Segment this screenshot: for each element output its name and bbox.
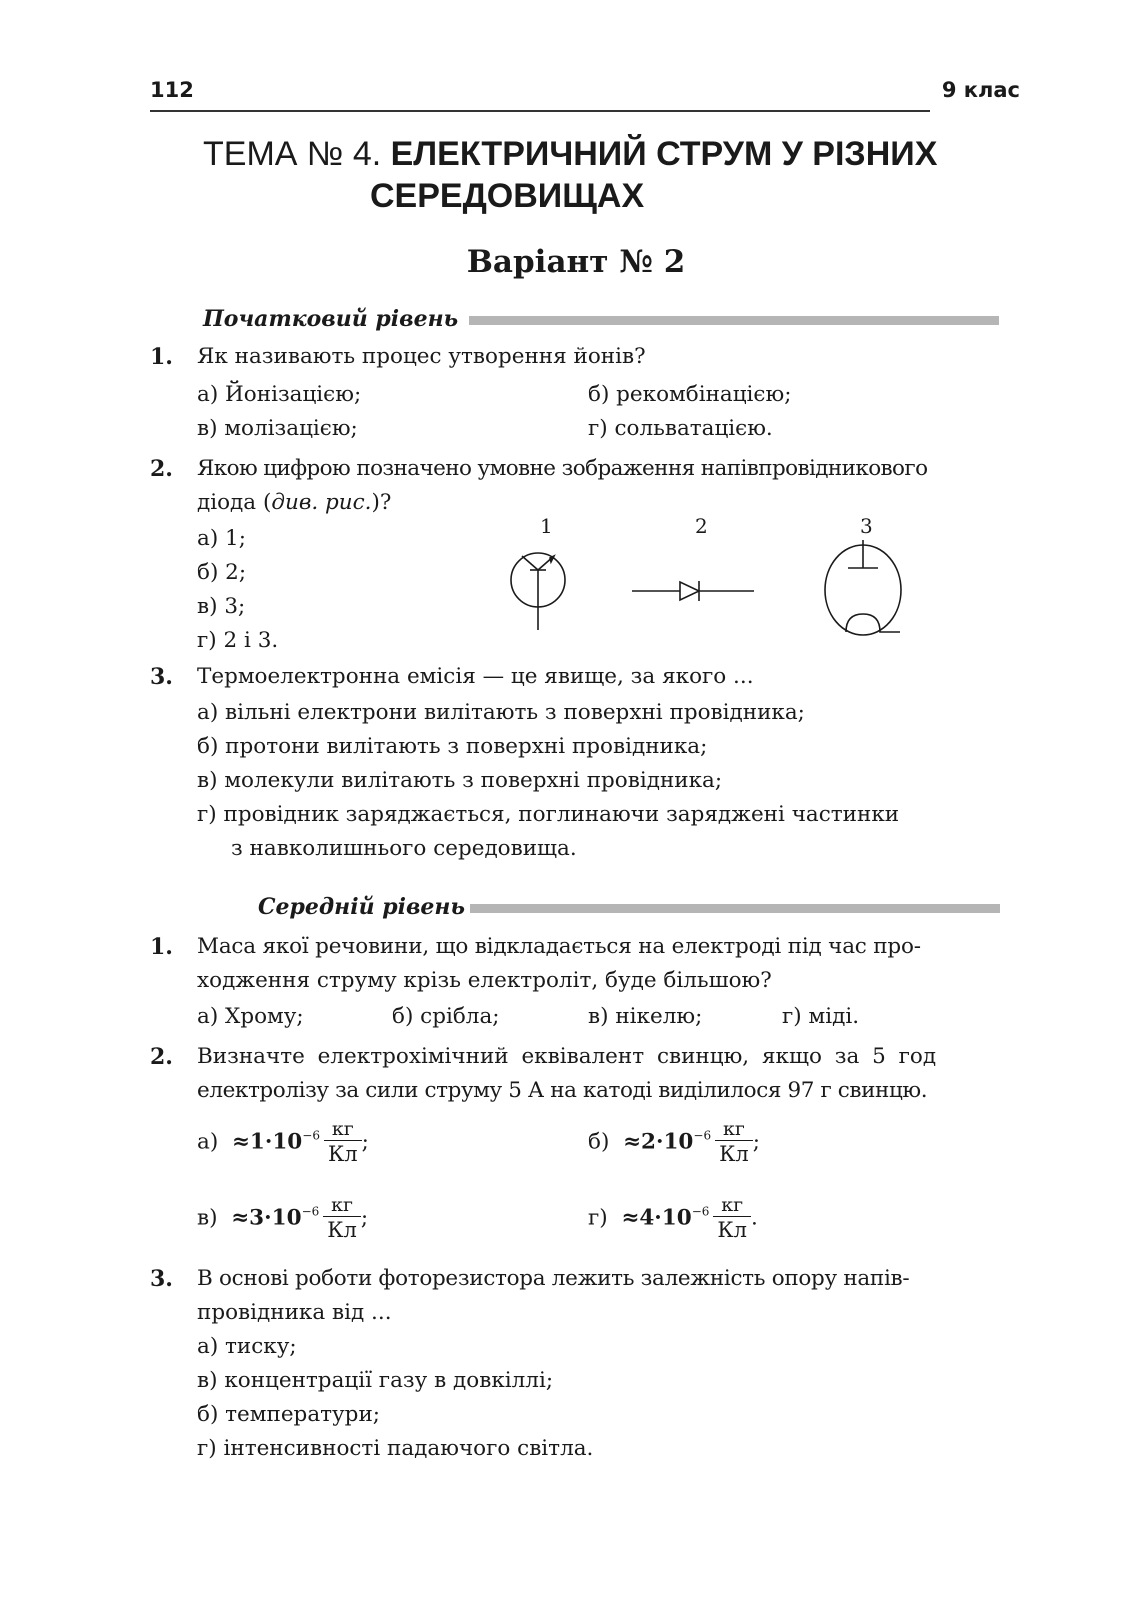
option-d: г) міді. bbox=[782, 1004, 860, 1029]
header-rule bbox=[150, 110, 930, 112]
option-label: б) bbox=[588, 1129, 610, 1155]
option-label: в) bbox=[197, 1205, 218, 1231]
middle-level-label: Середній рівень bbox=[258, 894, 465, 920]
question-number: 2. bbox=[150, 456, 173, 482]
question-text-line2: електролізу за сили струму 5 А на катоді виділилося 97 г свинцю. bbox=[197, 1078, 928, 1103]
middle-q2-option-c bbox=[197, 1194, 368, 1243]
unit-fraction bbox=[324, 1118, 362, 1167]
unit-denominator: Кл bbox=[327, 1218, 357, 1242]
option-end: . bbox=[751, 1205, 758, 1231]
unit-numerator: кг bbox=[715, 1118, 753, 1141]
topic-title-line1: ЕЛЕКТРИЧНИЙ СТРУМ У РІЗНИХ bbox=[390, 135, 938, 173]
middle-level-heading bbox=[258, 894, 1003, 924]
unit-denominator: Кл bbox=[327, 1142, 358, 1166]
option-b: в) концентрації газу в довкіллі; bbox=[197, 1368, 554, 1393]
middle-level-bar bbox=[470, 904, 1000, 913]
circuit-symbols-figure bbox=[500, 540, 940, 650]
option-a: а) Хрому; bbox=[197, 1004, 304, 1029]
unit-denominator: Кл bbox=[719, 1142, 749, 1166]
line2-pre: діода ( bbox=[197, 490, 272, 515]
unit-fraction bbox=[713, 1194, 751, 1243]
option-value: ≈2·10 bbox=[623, 1129, 694, 1155]
option-value: ≈3·10 bbox=[231, 1205, 302, 1231]
figure-label-2: 2 bbox=[695, 514, 708, 538]
page-header bbox=[150, 78, 1020, 114]
middle-q2-option-b bbox=[588, 1118, 760, 1167]
option-end: ; bbox=[361, 1129, 369, 1155]
unit-denominator: Кл bbox=[717, 1218, 748, 1242]
option-value: ≈4·10 bbox=[621, 1205, 692, 1231]
option-d: г) 2 і 3. bbox=[197, 628, 279, 653]
question-text-line2: провідника від ... bbox=[197, 1300, 392, 1325]
diode-symbol bbox=[632, 581, 754, 601]
initial-level-heading bbox=[203, 306, 1003, 336]
line2-post: )? bbox=[371, 490, 392, 515]
topic-title-line2: СЕРЕДОВИЩАХ bbox=[370, 177, 645, 215]
question-text-line1: Якою цифрою позначено умовне зображення напівпровідникового bbox=[197, 456, 928, 481]
question-text-line1: В основі роботи фоторезистора лежить залежність опору напів- bbox=[197, 1266, 910, 1291]
question-text: Термоелектронна емісія — це явище, за якого ... bbox=[197, 664, 754, 689]
option-c: в) нікелю; bbox=[588, 1004, 703, 1029]
question-number: 1. bbox=[150, 344, 173, 370]
unit-numerator: кг bbox=[324, 1118, 362, 1141]
option-b: б) протони вилітають з поверхні провідника; bbox=[197, 734, 708, 759]
option-d: г) сольватацією. bbox=[588, 416, 773, 441]
question-number: 3. bbox=[150, 1266, 173, 1292]
topic-title bbox=[203, 134, 937, 174]
option-end: ; bbox=[360, 1205, 369, 1231]
option-exponent: −6 bbox=[693, 1128, 712, 1143]
option-a: а) Йонізацією; bbox=[197, 382, 362, 407]
figure-label-1: 1 bbox=[540, 514, 553, 538]
option-d-line1: г) провідник заряджається, поглинаючи заряджені частинки bbox=[197, 802, 900, 827]
option-label: г) bbox=[588, 1205, 608, 1231]
question-number: 2. bbox=[150, 1044, 173, 1070]
option-c: б) температури; bbox=[197, 1402, 381, 1427]
option-a: а) вільні електрони вилітають з поверхні провідника; bbox=[197, 700, 805, 725]
middle-q2-option-d bbox=[588, 1194, 758, 1243]
option-b: б) рекомбінацією; bbox=[588, 382, 792, 407]
figure-label-3: 3 bbox=[860, 514, 873, 538]
page-number: 112 bbox=[150, 78, 194, 102]
option-c: в) молізацією; bbox=[197, 416, 358, 441]
option-d-line2: з навколишнього середовища. bbox=[231, 836, 577, 861]
option-a: а) тиску; bbox=[197, 1334, 297, 1359]
question-text: Як називають процес утворення йонів? bbox=[197, 344, 646, 369]
option-label: а) bbox=[197, 1129, 219, 1155]
unit-numerator: кг bbox=[323, 1194, 361, 1217]
unit-fraction bbox=[323, 1194, 361, 1243]
question-text-line1: Маса якої речовини, що відкладається на електроді під час про- bbox=[197, 934, 921, 959]
option-exponent: −6 bbox=[302, 1128, 320, 1143]
question-number: 3. bbox=[150, 664, 173, 690]
initial-level-label: Початковий рівень bbox=[203, 306, 459, 332]
option-b: б) 2; bbox=[197, 560, 247, 585]
middle-q2-option-a bbox=[197, 1118, 369, 1167]
option-a: а) 1; bbox=[197, 526, 246, 551]
grade-label: 9 клас bbox=[941, 78, 1020, 102]
option-exponent: −6 bbox=[301, 1204, 320, 1219]
initial-level-bar bbox=[469, 316, 999, 325]
option-c: в) 3; bbox=[197, 594, 246, 619]
question-text-line2 bbox=[197, 486, 1017, 520]
transistor-symbol bbox=[511, 553, 565, 630]
option-c: в) молекули вилітають з поверхні провідника; bbox=[197, 768, 723, 793]
vacuum-tube-symbol bbox=[825, 540, 901, 635]
question-text-line2: ходження струму крізь електроліт, буде більшою? bbox=[197, 968, 772, 993]
option-d: г) інтенсивності падаючого світла. bbox=[197, 1436, 594, 1461]
figure-reference: див. рис. bbox=[271, 490, 372, 515]
option-b: б) срібла; bbox=[392, 1004, 500, 1029]
option-end: ; bbox=[752, 1129, 760, 1155]
question-number: 1. bbox=[150, 934, 173, 960]
option-value: ≈1·10 bbox=[231, 1129, 303, 1155]
topic-prefix: ТЕМА № 4. bbox=[203, 135, 391, 173]
variant-heading: Варіант № 2 bbox=[466, 244, 686, 280]
option-exponent: −6 bbox=[691, 1204, 710, 1219]
question-text-line1: Визначте електрохімічний еквівалент свинцю, якщо за 5 год bbox=[197, 1044, 937, 1069]
unit-numerator: кг bbox=[713, 1194, 751, 1217]
unit-fraction bbox=[715, 1118, 753, 1167]
